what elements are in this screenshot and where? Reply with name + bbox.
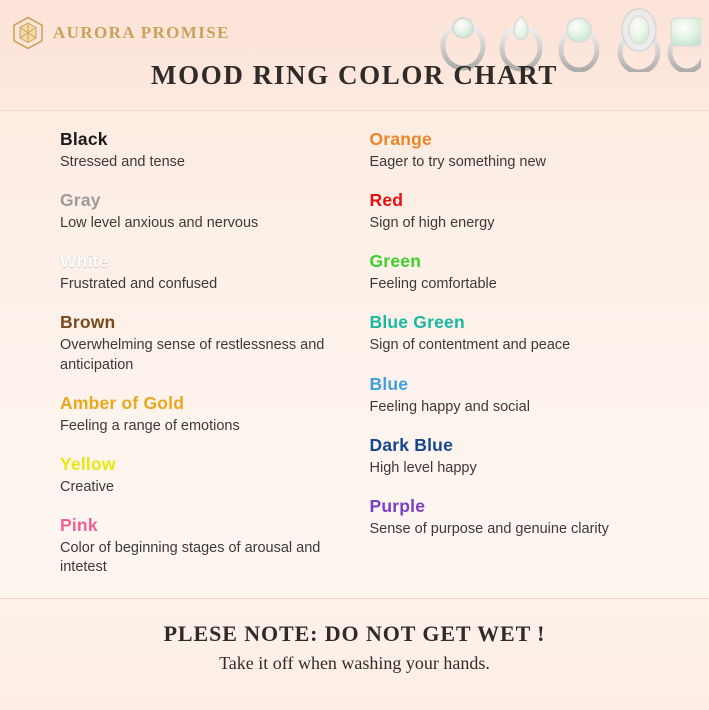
chart-body — [0, 111, 709, 598]
color-meaning: Feeling happy and social — [370, 398, 690, 417]
color-meaning: Feeling comfortable — [370, 275, 690, 294]
color-name: Orange — [370, 129, 690, 151]
color-meaning: Color of beginning stages of arousal and intetest — [60, 539, 345, 578]
color-name: Yellow — [60, 454, 345, 476]
brand — [12, 16, 230, 50]
chart-columns — [0, 129, 709, 596]
color-meaning: Stressed and tense — [60, 153, 345, 172]
color-meaning: Sign of high energy — [370, 214, 690, 233]
footer-subnote: Take it off when washing your hands. — [0, 653, 709, 674]
color-name: Red — [370, 190, 690, 212]
list-item — [60, 515, 345, 577]
list-item — [60, 129, 345, 172]
list-item — [370, 312, 690, 355]
color-name: Pink — [60, 515, 345, 537]
list-item — [60, 190, 345, 233]
color-name: Black — [60, 129, 345, 151]
brand-name: AURORA PROMISE — [53, 23, 230, 43]
color-meaning: Creative — [60, 478, 345, 497]
footer-note: PLESE NOTE: DO NOT GET WET ! — [0, 621, 709, 647]
list-item — [370, 251, 690, 294]
chart-column-left — [0, 129, 355, 596]
color-name: Amber of Gold — [60, 393, 345, 415]
color-meaning: Eager to try something new — [370, 153, 690, 172]
list-item — [60, 251, 345, 294]
list-item — [370, 435, 690, 478]
list-item — [370, 129, 690, 172]
color-name: Green — [370, 251, 690, 273]
color-name: Brown — [60, 312, 345, 334]
page-title: MOOD RING COLOR CHART — [0, 60, 709, 91]
list-item — [370, 190, 690, 233]
chart-column-right — [355, 129, 709, 596]
color-meaning: High level happy — [370, 459, 690, 478]
color-name: White — [60, 251, 345, 273]
color-name: Blue Green — [370, 312, 690, 334]
color-name: Gray — [60, 190, 345, 212]
color-meaning: Feeling a range of emotions — [60, 417, 345, 436]
list-item — [370, 374, 690, 417]
header — [0, 0, 709, 111]
color-name: Blue — [370, 374, 690, 396]
color-name: Dark Blue — [370, 435, 690, 457]
list-item — [370, 496, 690, 539]
list-item — [60, 312, 345, 374]
list-item — [60, 393, 345, 436]
color-meaning: Sense of purpose and genuine clarity — [370, 520, 690, 539]
footer — [0, 598, 709, 710]
color-meaning: Overwhelming sense of restlessness and anticipation — [60, 336, 345, 375]
list-item — [60, 454, 345, 497]
hexagon-gem-logo-icon — [12, 16, 44, 50]
color-meaning: Sign of contentment and peace — [370, 336, 690, 355]
color-name: Purple — [370, 496, 690, 518]
color-meaning: Frustrated and confused — [60, 275, 345, 294]
color-meaning: Low level anxious and nervous — [60, 214, 345, 233]
